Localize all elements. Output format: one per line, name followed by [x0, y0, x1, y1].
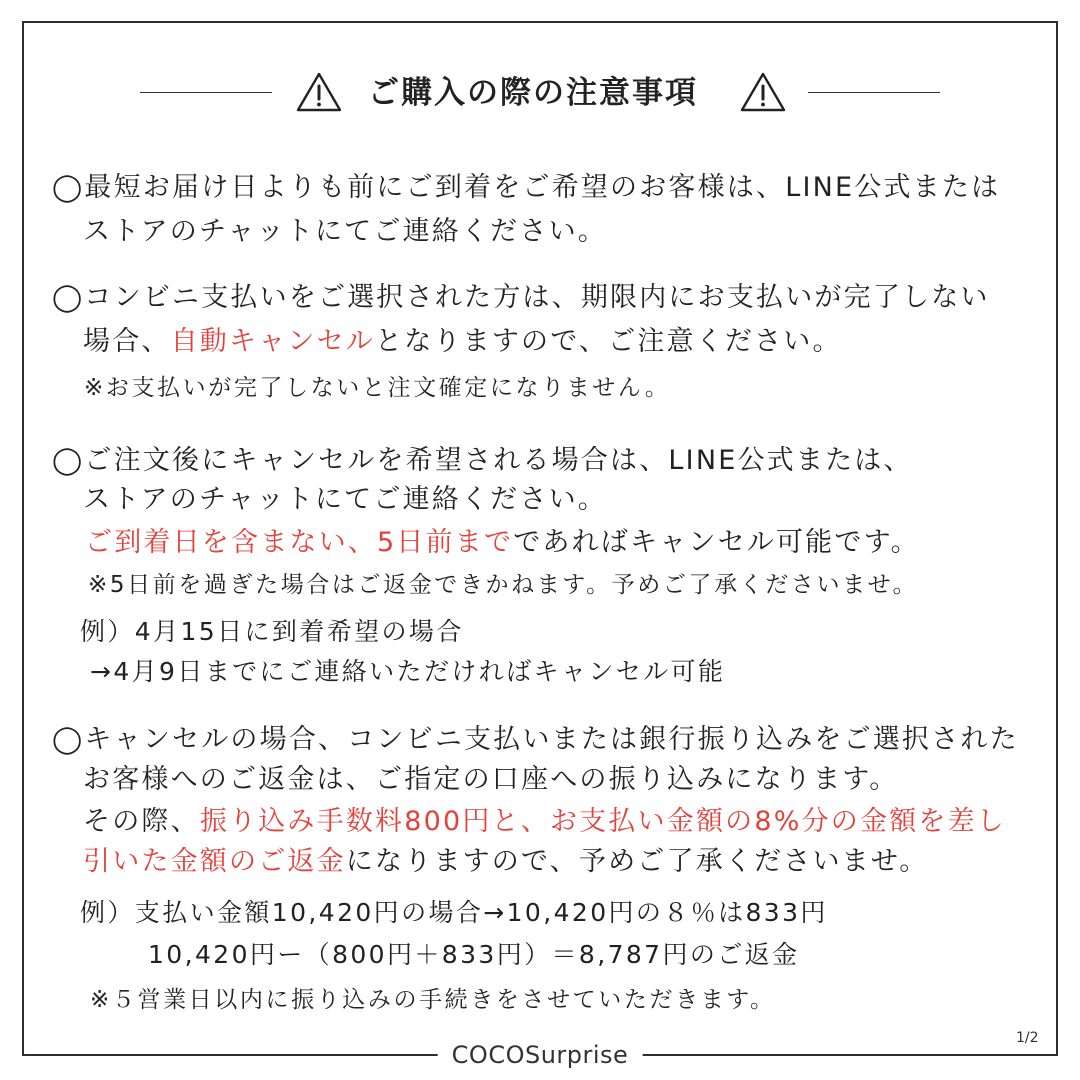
notice-2-line-2	[83, 324, 842, 360]
notice-1-line-2: ストアのチャットにてご連絡ください。	[83, 216, 607, 247]
warning-icon-left	[296, 71, 342, 113]
notice-3-line-1: ◯ご注文後にキャンセルを希望される場合は、LINE公式または、	[52, 445, 913, 476]
notice-4-line-1: ◯キャンセルの場合、コンビニ支払いまたは銀行振り込みをご選択された	[52, 724, 1019, 755]
notice-4-example-2: 10,420円ー（800円＋833円）＝8,787円のご返金	[148, 940, 800, 969]
notice-4-line-2: お客様へのご返金は、ご指定の口座への振り込みになります。	[83, 764, 899, 795]
warning-icon	[740, 71, 786, 113]
notice-3-highlight: ご到着日を含まない、5日前まで	[85, 527, 514, 558]
title-rule-right	[808, 92, 940, 93]
notice-2-text: となりますので、ご注意ください。	[375, 326, 842, 357]
notice-2-text: 場合、	[83, 326, 171, 357]
notice-4-line-3	[83, 804, 1006, 840]
notice-4-line-4	[83, 844, 928, 880]
notice-2-line-1: ◯コンビニ支払いをご選択された方は、期限内にお支払いが完了しない	[52, 282, 990, 313]
notice-2-highlight: 自動キャンセル	[170, 326, 376, 357]
warning-icon-right	[740, 71, 786, 113]
notice-3-line-3	[85, 525, 920, 561]
notice-3-text: であればキャンセル可能です。	[513, 527, 920, 558]
notice-4-note: ※５営業日以内に振り込みの手続きをさせていただきます。	[90, 987, 776, 1013]
notice-3-note: ※5日前を過ぎた場合はご返金できかねます。予めご了承くださいませ。	[88, 572, 919, 598]
notice-3-example-2: →4月9日までにご連絡いただければキャンセル可能	[90, 657, 726, 686]
notice-4-text: その際、	[83, 806, 200, 837]
notice-4-highlight: 振り込み手数料800円と、お支払い金額の8%分の金額を差し	[199, 806, 1006, 837]
page-title: ご購入の際の注意事項	[368, 75, 698, 111]
warning-icon	[296, 71, 342, 113]
page-indicator: 1/2	[1016, 1030, 1039, 1046]
notice-2-note: ※お支払いが完了しないと注文確定になりません。	[84, 375, 671, 401]
brand-logo-text: COCOSurprise	[438, 1038, 643, 1072]
notice-3-line-2: ストアのチャットにてご連絡ください。	[83, 484, 607, 515]
notice-1-line-1: ◯最短お届け日よりも前にご到着をご希望のお客様は、LINE公式または	[52, 172, 1001, 203]
title-rule-left	[140, 92, 272, 93]
notice-3-example-1: 例）4月15日に到着希望の場合	[80, 617, 464, 646]
notice-4-highlight: 引いた金額のご返金	[83, 846, 346, 877]
notice-4-example-1: 例）支払い金額10,420円の場合→10,420円の８％は833円	[80, 898, 828, 927]
notice-4-text: になりますので、予めご了承くださいませ。	[345, 846, 929, 877]
